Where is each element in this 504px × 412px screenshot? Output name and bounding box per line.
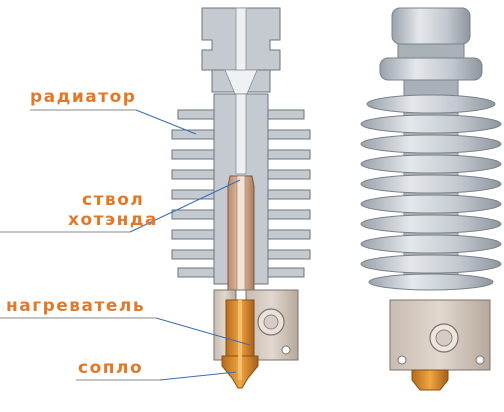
label-heater: нагреватель (6, 296, 146, 316)
nozzle-exterior (412, 370, 448, 390)
heater-block-exterior (390, 300, 490, 370)
label-nozzle: сопло (78, 358, 144, 378)
nozzle-section (222, 300, 258, 388)
radiator-fins-exterior (361, 95, 501, 290)
leader-nozzle (160, 372, 236, 380)
label-barrel: ствол хотэнда (68, 190, 159, 230)
barrel-section (228, 176, 254, 300)
exterior-view (361, 8, 501, 390)
cross-section-view (172, 8, 310, 388)
label-underlines (0, 110, 160, 380)
label-radiator: радиатор (30, 87, 137, 107)
